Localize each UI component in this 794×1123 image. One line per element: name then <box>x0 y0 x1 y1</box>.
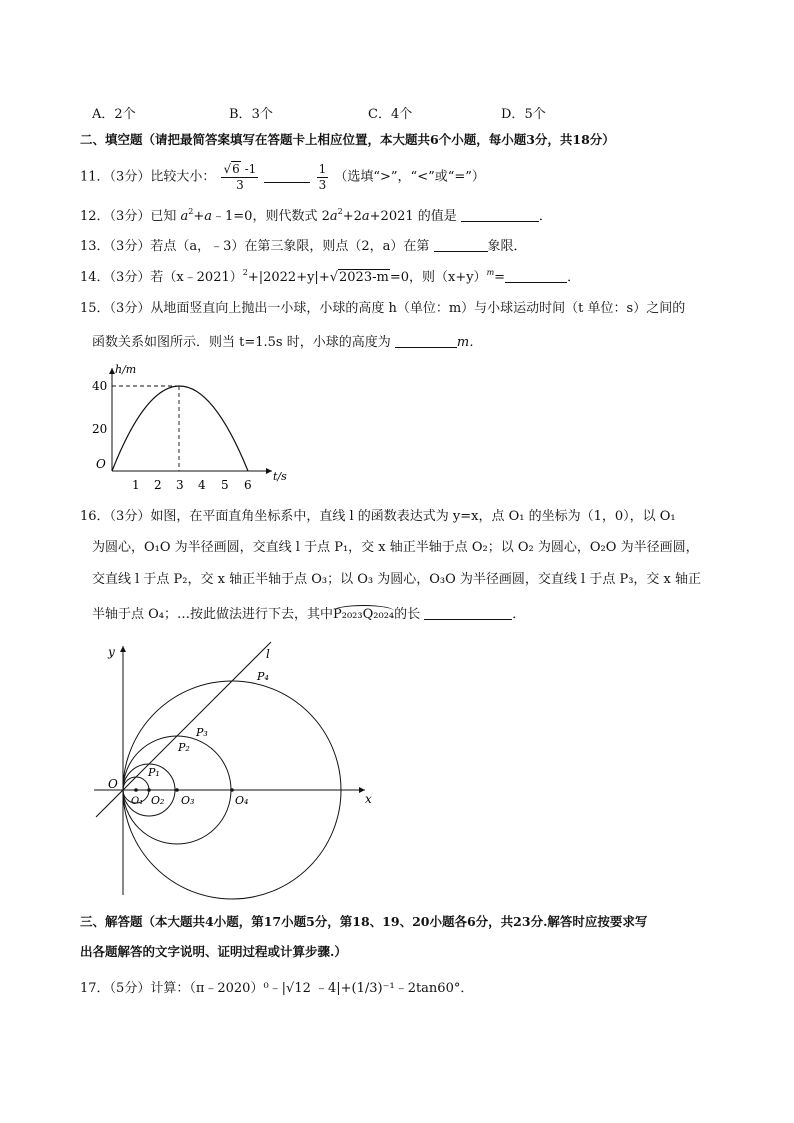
x-tick-6: 6 <box>244 478 252 492</box>
t-axis-label: t/s <box>273 470 287 483</box>
center-o3-dot <box>175 788 179 792</box>
answer-blank-13[interactable] <box>434 238 488 252</box>
question-15-line-1: 15．（3分）从地面竖直向上抛出一小球，小球的高度 h（单位：m）与小球运动时间（t 单位：s）之间的 <box>80 301 686 316</box>
answer-blank-12[interactable] <box>461 208 539 222</box>
question-16-line-3: 交直线 l 于点 P₂，交 x 轴正半轴于点 O₃；以 O₃ 为圆心，O₃O 为半径画圆，交直线 l 于点 P₃，交 x 轴正 <box>92 572 702 587</box>
x-tick-3: 3 <box>176 478 184 492</box>
line-l-label: l <box>266 647 270 661</box>
section-3-heading-line-1: 三、解答题（本大题共4小题，第17小题5分，第18、19、20小题各6分，共23分.解答时应按要求写 <box>80 914 648 929</box>
answer-blank-16[interactable] <box>424 606 512 620</box>
choice-d: D．5个 <box>501 107 546 122</box>
question-17: 17．（5分）计算：（π﹣2020）⁰﹣|√12 ﹣4|+(1/3)⁻¹﹣2tan60°． <box>80 981 474 996</box>
center-o3-label: O₃ <box>181 794 195 807</box>
answer-blank-15[interactable] <box>395 334 457 348</box>
center-o4-label: O₄ <box>235 794 249 807</box>
answer-blank-14[interactable] <box>505 269 567 283</box>
choice-c: C．4个 <box>368 107 413 122</box>
x-tick-4: 4 <box>198 478 206 492</box>
diagram-origin-label: O <box>108 777 118 791</box>
question-15-line-2: 函数关系如图所示．则当 t=1.5s 时，小球的高度为 m． <box>92 335 483 350</box>
section-3-heading-line-2: 出各题解答的文字说明、证明过程或计算步骤.） <box>80 944 347 959</box>
graph-origin-label: O <box>96 457 106 471</box>
y-tick-40: 40 <box>92 379 108 393</box>
line-l <box>96 642 271 817</box>
x-tick-1: 1 <box>132 478 140 492</box>
question-16-line-1: 16．（3分）如图，在平面直角坐标系中，直线 l 的函数表达式为 y=x，点 O₁ 的坐标为（1，0），以 O₁ <box>80 509 676 524</box>
question-16-line-4: 半轴于点 O₄；…按此做法进行下去，其中P₂₀₂₃Q₂₀₂₄的长 ． <box>92 607 526 622</box>
question-12: 12．（3分）已知 $a^2+a﹣1=0$，则代数式 $2a^2+2a+2021$ 的值是 ． <box>80 207 552 224</box>
y-axis-label: y <box>108 645 115 659</box>
center-o1-label: O₁ <box>131 796 144 807</box>
fraction-one-third: $\frac{1}{3}$ <box>318 162 327 192</box>
x-tick-2: 2 <box>154 478 162 492</box>
question-14: 14．（3分）若（x﹣2021）$^2$+|2022+y|+√2023-m=0，则$(x+y)^m=$ ． <box>80 268 581 285</box>
y-tick-20: 20 <box>92 422 108 436</box>
x-axis-label: x <box>365 792 372 806</box>
question-16-line-2: 为圆心，O₁O 为半径画圆，交直线 l 于点 P₁，交 x 轴正半轴于点 O₂；以 O₂ 为圆心，O₂O 为半径画圆， <box>92 540 699 555</box>
choice-a: A．2个 <box>92 107 136 122</box>
question-11: 11．（3分）比较大小： $\frac{√6 -1}{3}$ $\frac{1}{3}$ （选填“>”，“<”或“=”） <box>80 162 485 192</box>
projectile-graph <box>88 360 298 498</box>
center-o4-dot <box>230 788 234 792</box>
point-p2-label: P₂ <box>178 741 190 754</box>
parabola-curve <box>112 386 248 471</box>
choice-b: B．3个 <box>229 107 273 122</box>
point-p4-label: P₄ <box>257 670 269 683</box>
center-o2-dot <box>147 788 151 792</box>
section-2-heading: 二、填空题（请把最简答案填写在答题卡上相应位置，本大题共6个小题，每小题3分，共18分） <box>80 132 615 147</box>
center-o2-label: O₂ <box>151 794 165 807</box>
fraction-sqrt6: $\frac{√6 -1}{3}$ <box>223 162 257 192</box>
arc-notation: P₂₀₂₃Q₂₀₂₄ <box>333 607 395 622</box>
center-o1-dot <box>134 788 138 792</box>
question-13: 13．（3分）若点（a，﹣3）在第三象限，则点（2，a）在第 象限． <box>80 239 527 254</box>
h-axis-label: h/m <box>115 363 137 376</box>
x-tick-5: 5 <box>221 478 229 492</box>
circles-diagram <box>80 630 400 900</box>
point-p1-label: P₁ <box>148 766 160 779</box>
answer-blank-11[interactable] <box>264 169 310 183</box>
point-p3-label: P₃ <box>196 726 208 739</box>
